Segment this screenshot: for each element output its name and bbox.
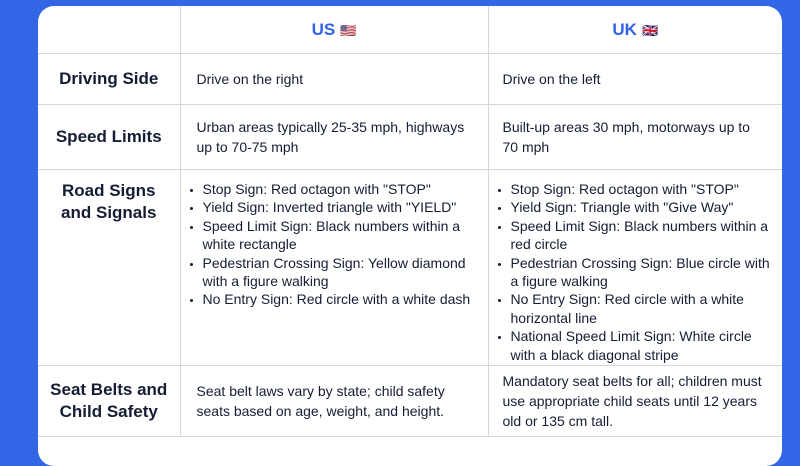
comparison-table: [38, 6, 782, 437]
table-row-driving-side: [38, 54, 782, 105]
us-flag-icon: 🇺🇸: [340, 23, 357, 39]
list-item: • National Speed Limit Sign: White circle with a black diagonal stripe: [511, 327, 779, 364]
list-item: • No Entry Sign: Red circle with a white horizontal line: [511, 290, 779, 327]
comparison-card: [38, 6, 782, 466]
header-row: [38, 6, 782, 54]
uk-signs-list: [489, 170, 783, 364]
table-row-seat-belts: [38, 366, 782, 437]
list-item: • Stop Sign: Red octagon with "STOP": [203, 180, 484, 198]
corner-cell: [38, 6, 180, 54]
list-item: • No Entry Sign: Red circle with a white dash: [203, 290, 484, 308]
row-label-driving-side: Driving Side: [38, 54, 180, 105]
cell-us-speed-limits: Urban areas typically 25-35 mph, highways up to 70-75 mph: [180, 105, 488, 170]
column-header-uk: [488, 6, 782, 54]
cell-us-driving-side: Drive on the right: [180, 54, 488, 105]
cell-uk-driving-side: Drive on the left: [488, 54, 782, 105]
us-label: US: [311, 19, 336, 39]
list-item: • Speed Limit Sign: Black numbers within a red circle: [511, 217, 779, 254]
list-item: • Pedestrian Crossing Sign: Yellow diamond with a figure walking: [203, 254, 484, 291]
cell-us-road-signs: [180, 170, 488, 366]
row-label-seat-belts: Seat Belts and Child Safety: [38, 366, 180, 437]
cell-us-seat-belts: Seat belt laws vary by state; child safety seats based on age, weight, and height.: [180, 366, 488, 437]
us-signs-list: [181, 170, 488, 309]
list-item: • Pedestrian Crossing Sign: Blue circle with a figure walking: [511, 254, 779, 291]
row-label-road-signs: Road Signs and Signals: [38, 170, 180, 366]
row-label-speed-limits: Speed Limits: [38, 105, 180, 170]
table-row-speed-limits: [38, 105, 782, 170]
uk-flag-icon: 🇬🇧: [641, 23, 659, 39]
table-row-road-signs: [38, 170, 782, 366]
list-item: • Speed Limit Sign: Black numbers within a white rectangle: [203, 217, 484, 254]
list-item: • Yield Sign: Inverted triangle with "YIELD": [203, 198, 484, 216]
cell-uk-road-signs: [488, 170, 782, 366]
list-item: • Yield Sign: Triangle with "Give Way": [511, 198, 779, 216]
cell-uk-seat-belts: Mandatory seat belts for all; children must use appropriate child seats until 12 years old or 135 cm tall.: [488, 366, 782, 437]
cell-uk-speed-limits: Built-up areas 30 mph, motorways up to 70 mph: [488, 105, 782, 170]
list-item: • Stop Sign: Red octagon with "STOP": [511, 180, 779, 198]
uk-label: UK: [612, 19, 637, 39]
column-header-us: [180, 6, 488, 54]
